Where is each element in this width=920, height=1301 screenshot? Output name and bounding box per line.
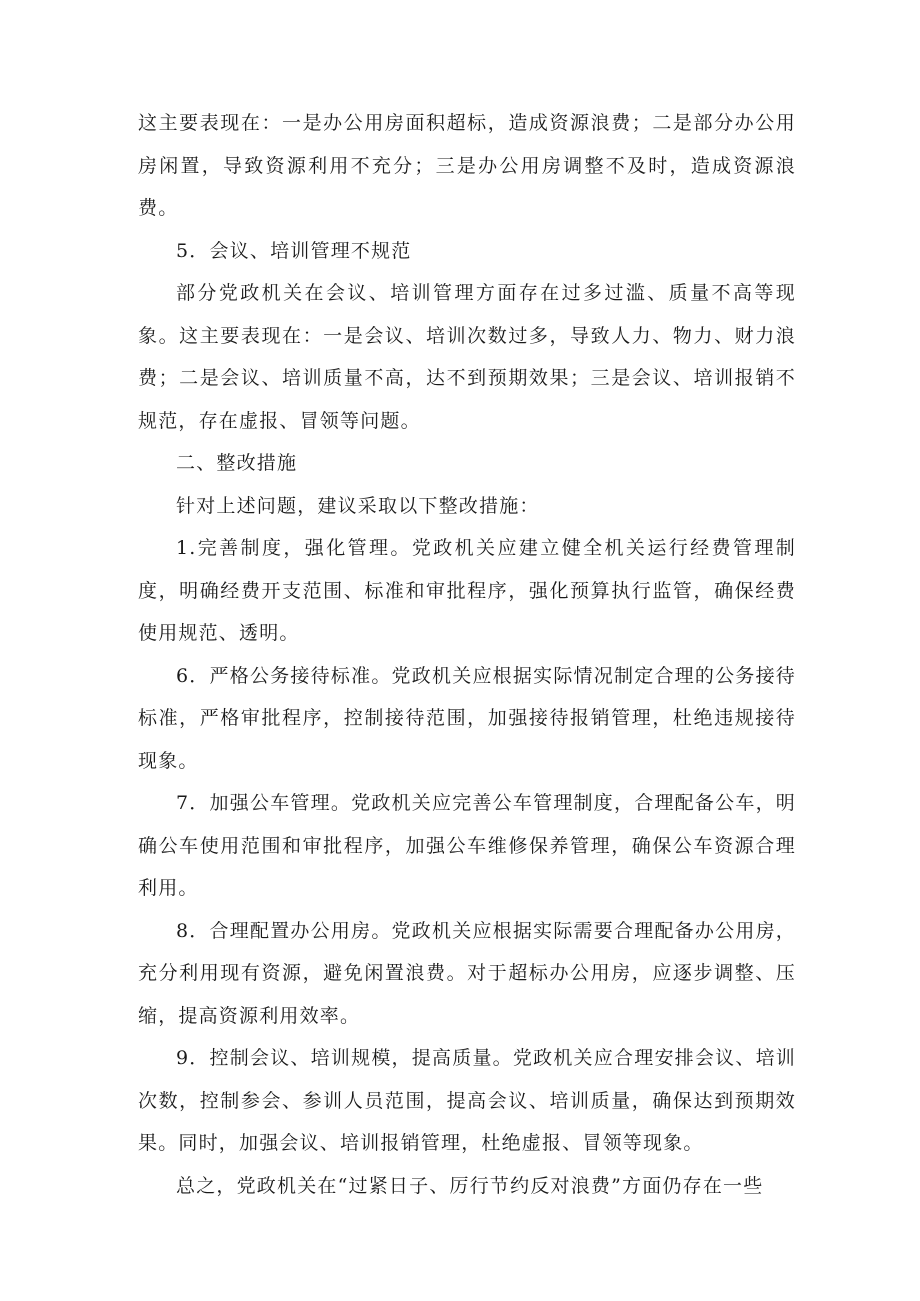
paragraph-rectification-intro: 针对上述问题，建议采取以下整改措施：	[176, 494, 540, 517]
document-page	[138, 102, 796, 1207]
paragraph-office-space-issues: 这主要表现在：一是办公用房面积超标，造成资源浪费；二是部分办公用房闲置，导致资源利用不充分；三是办公用房调整不及时，造成资源浪费。	[138, 112, 796, 219]
section-heading-rectification: 二、整改措施	[176, 452, 298, 474]
paragraph-conclusion: 总之，党政机关在“过紧日子、厉行节约反对浪费”方面仍存在一些	[176, 1174, 764, 1197]
measure-reception-standards: 6．严格公务接待标准。党政机关应根据实际情况制定合理的公务接待标准，严格审批程序，控制接待范围，加强接待报销管理，杜绝违规接待现象。	[138, 664, 796, 772]
measure-meeting-training: 9．控制会议、培训规模，提高质量。党政机关应合理安排会议、培训次数，控制参会、参训人员范围，提高会议、培训质量，确保达到预期效果。同时，加强会议、培训报销管理，杜绝虚报、冒领等现象。	[138, 1047, 796, 1154]
measure-office-space: 8．合理配置办公用房。党政机关应根据实际需要合理配备办公用房，充分利用现有资源，避免闲置浪费。对于超标办公用房，应逐步调整、压缩，提高资源利用效率。	[138, 919, 796, 1027]
measure-vehicle-management: 7．加强公车管理。党政机关应完善公车管理制度，合理配备公车，明确公车使用范围和审批程序，加强公车维修保养管理，确保公车资源合理利用。	[138, 792, 796, 899]
measure-improve-system: 1.完善制度，强化管理。党政机关应建立健全机关运行经费管理制度，明确经费开支范围、标准和审批程序，强化预算执行监管，确保经费使用规范、透明。	[138, 537, 796, 644]
heading-meeting-training: 5．会议、培训管理不规范	[176, 239, 412, 262]
paragraph-meeting-training-issues: 部分党政机关在会议、培训管理方面存在过多过滥、质量不高等现象。这主要表现在：一是会议、培训次数过多，导致人力、物力、财力浪费；二是会议、培训质量不高，达不到预期效果；三是会议、培训报销不规范，存在虚报、冒领等问题。	[138, 282, 796, 432]
